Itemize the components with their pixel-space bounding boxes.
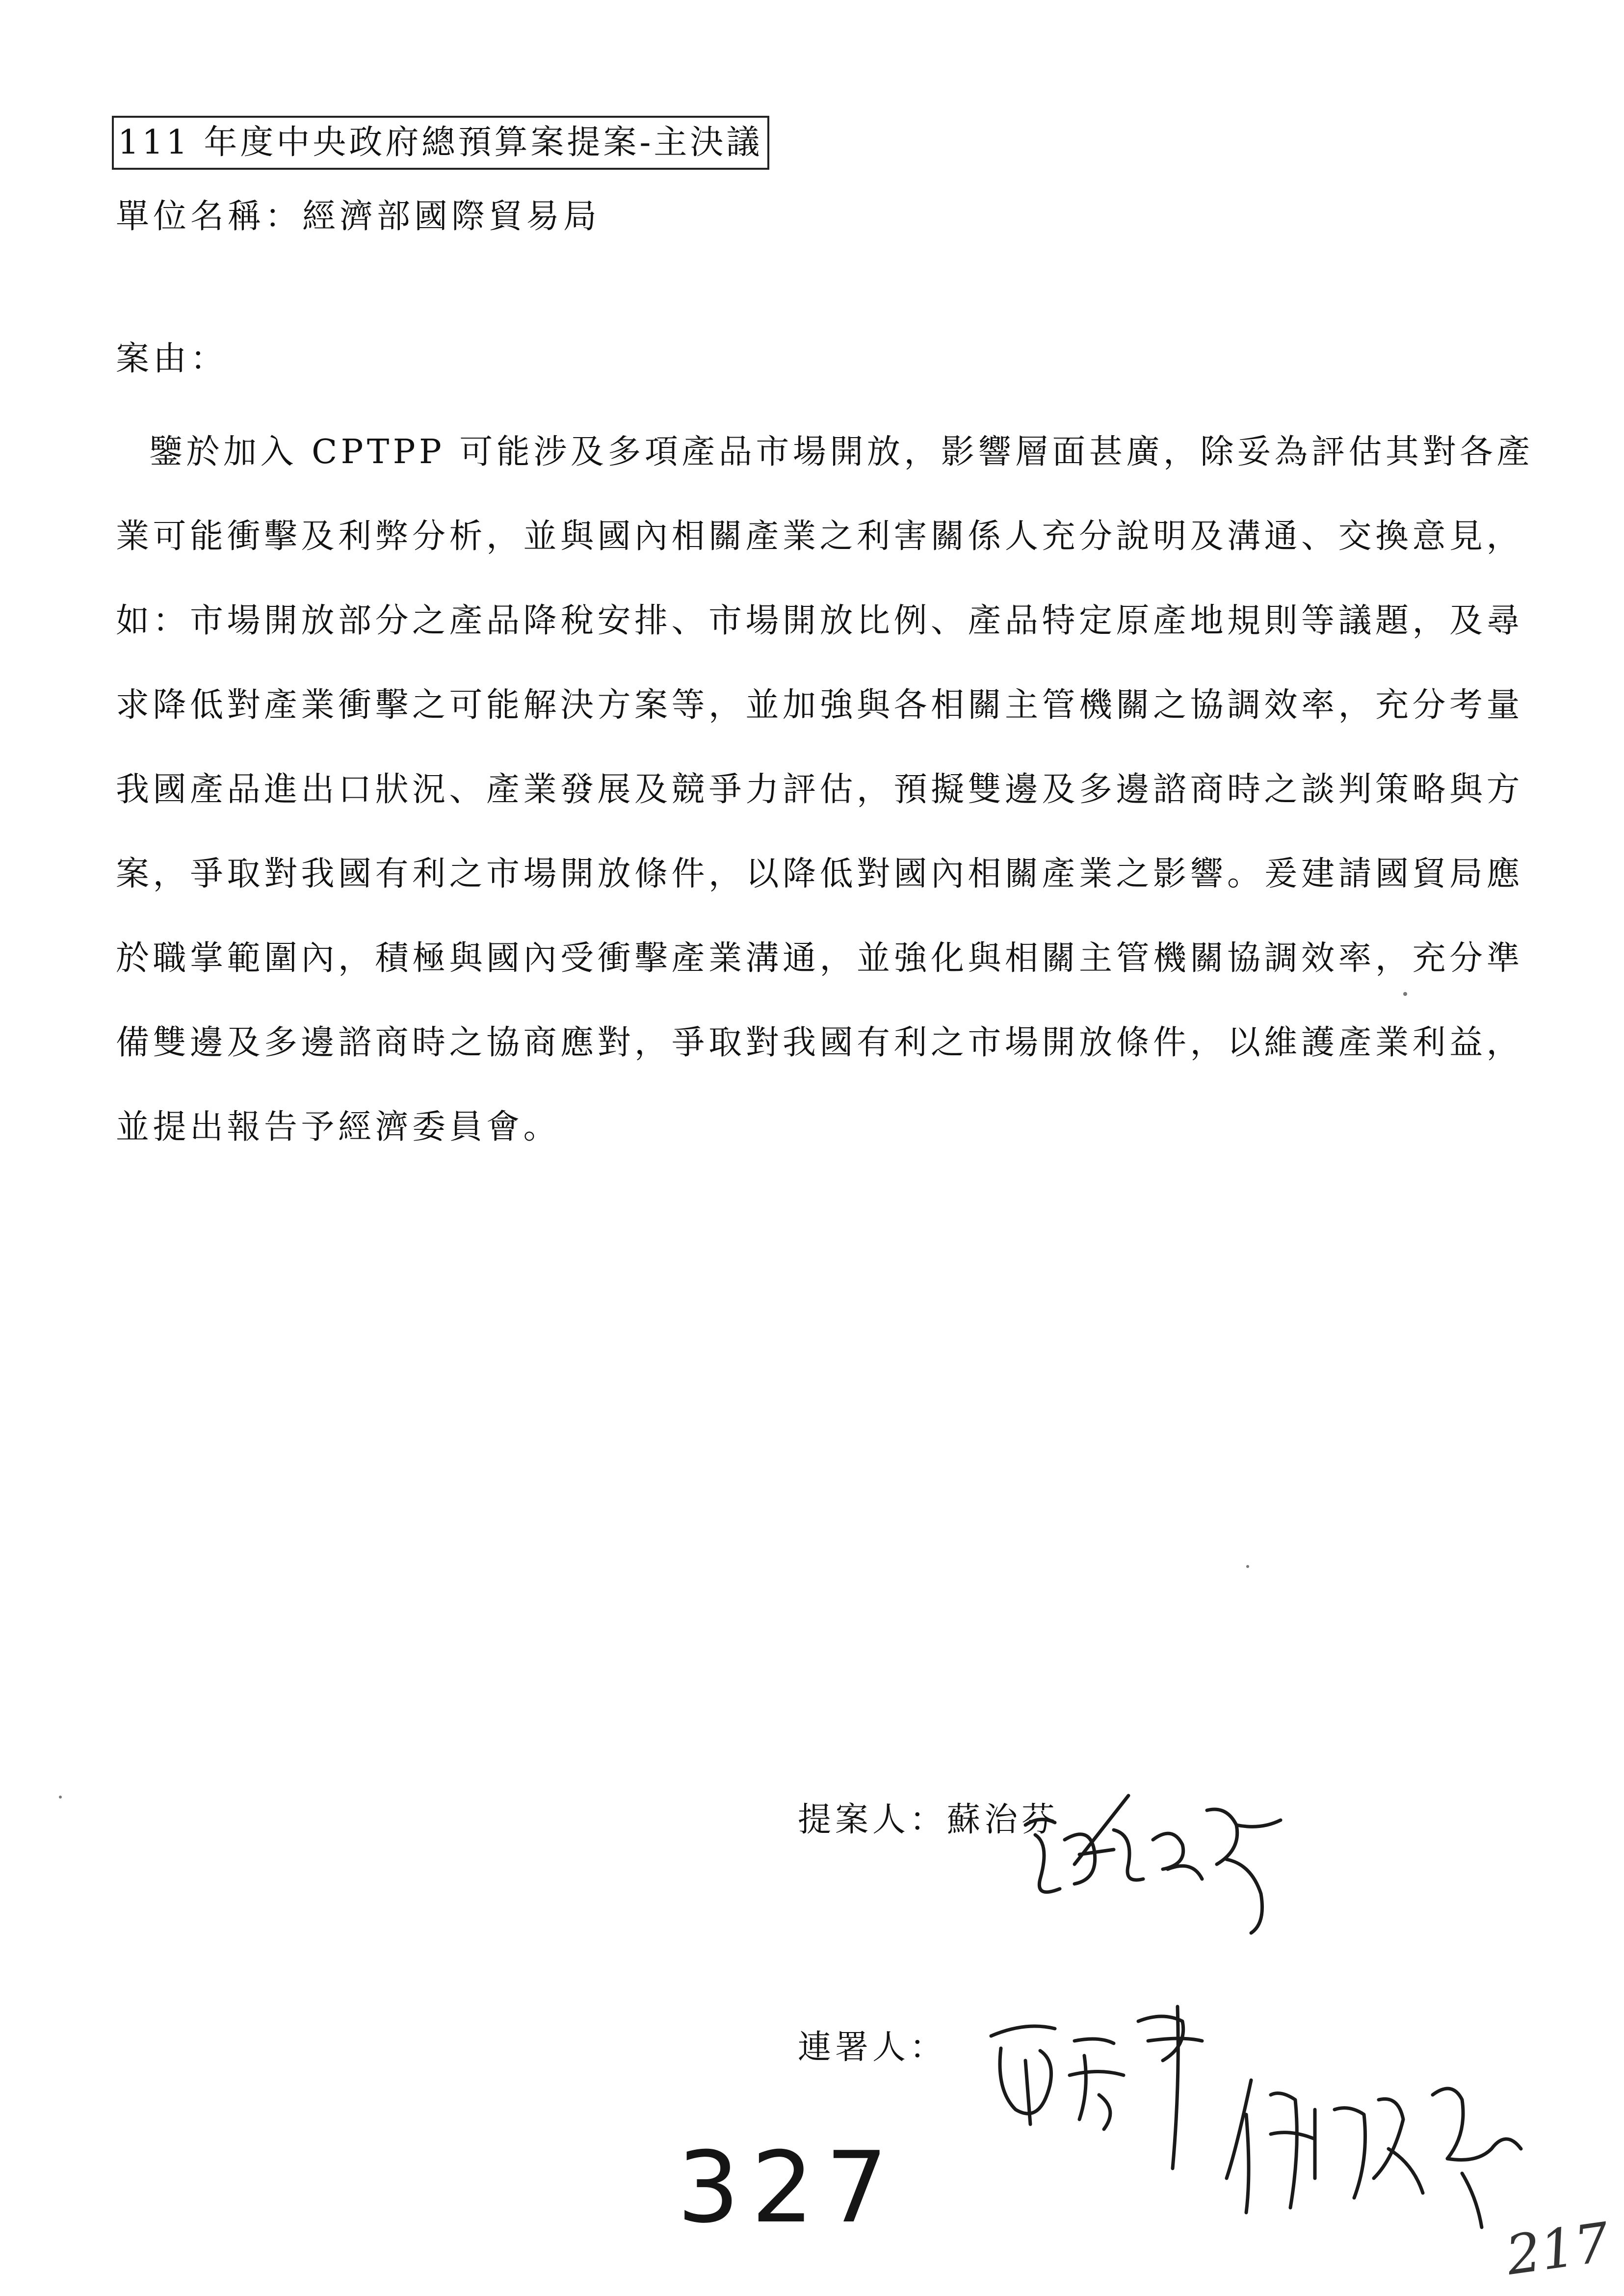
proposer-label: 提案人：蘇治芬 (798, 1800, 1059, 1839)
cosigner-signature-1 (986, 1962, 1251, 2188)
scan-speck (1246, 1565, 1249, 1568)
body-line-5: 我國產品進出口狀況、產業發展及競爭力評估，預擬雙邊及多邊諮商時之談判策略與方 (116, 770, 1524, 809)
scan-speck (59, 1796, 62, 1799)
document-title: 111 年度中央政府總預算案提案-主決議 (112, 116, 769, 170)
reason-body (116, 428, 1539, 1187)
cosigner-label: 連署人： (798, 2028, 947, 2067)
body-line-3: 如：市場開放部分之產品降稅安排、市場開放比例、產品特定原產地規則等議題，及尋 (116, 601, 1524, 640)
page-number: 327 (677, 2131, 900, 2245)
scan-speck (1403, 992, 1407, 996)
unit-name: 單位名稱：經濟部國際貿易局 (116, 197, 601, 236)
body-line-7: 於職掌範圍內，積極與國內受衝擊產業溝通，並強化與相關主管機關協調效率，充分準 (116, 939, 1524, 978)
reason-label: 案由： (116, 339, 228, 378)
body-line-2: 業可能衝擊及利弊分析，並與國內相關產業之利害關係人充分說明及溝通、交換意見， (116, 517, 1524, 556)
body-line-1: 鑒於加入 CPTPP 可能涉及多項產品市場開放，影響層面甚廣，除妥為評估其對各產 (149, 433, 1534, 471)
cosigner-signature-2 (1217, 2051, 1531, 2247)
body-line-6: 案，爭取對我國有利之市場開放條件，以降低對國內相關產業之影響。爰建請國貿局應 (116, 855, 1524, 893)
body-line-4: 求降低對產業衝擊之可能解決方案等，並加強與各相關主管機關之協調效率，充分考量 (116, 686, 1524, 725)
body-line-9: 並提出報告予經濟委員會。 (116, 1108, 561, 1147)
corner-mark: 217 (1502, 2211, 1613, 2287)
proposer-signature (1006, 1766, 1300, 1943)
body-line-8: 備雙邊及多邊諮商時之協商應對，爭取對我國有利之市場開放條件，以維護產業利益， (116, 1023, 1524, 1062)
